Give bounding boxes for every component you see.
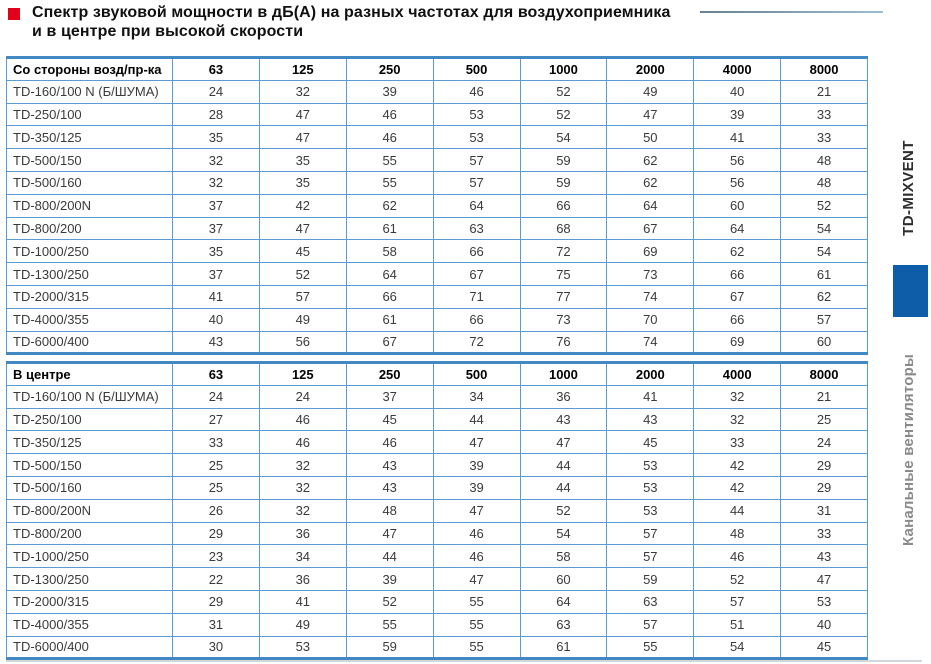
- value-cell: 41: [607, 385, 694, 408]
- table-row: [7, 613, 868, 636]
- value-cell: 37: [346, 385, 433, 408]
- frequency-column-header: 500: [433, 363, 520, 386]
- frequency-column-header: 63: [173, 58, 260, 81]
- value-cell: 43: [346, 476, 433, 499]
- table-row: [7, 240, 868, 263]
- value-cell: 66: [520, 194, 607, 217]
- value-cell: 46: [259, 408, 346, 431]
- value-cell: 69: [694, 331, 781, 354]
- table-row: [7, 454, 868, 477]
- value-cell: 61: [781, 263, 868, 286]
- value-cell: 33: [694, 431, 781, 454]
- value-cell: 54: [781, 217, 868, 240]
- value-cell: 33: [781, 126, 868, 149]
- model-name-cell: TD-800/200: [7, 522, 173, 545]
- frequency-column-header: 250: [346, 58, 433, 81]
- value-cell: 32: [259, 454, 346, 477]
- value-cell: 44: [520, 454, 607, 477]
- model-name-cell: TD-250/100: [7, 408, 173, 431]
- value-cell: 46: [694, 545, 781, 568]
- value-cell: 62: [781, 285, 868, 308]
- value-cell: 40: [173, 308, 260, 331]
- value-cell: 53: [433, 103, 520, 126]
- value-cell: 71: [433, 285, 520, 308]
- value-cell: 62: [607, 171, 694, 194]
- value-cell: 25: [781, 408, 868, 431]
- value-cell: 72: [520, 240, 607, 263]
- value-cell: 31: [781, 499, 868, 522]
- value-cell: 32: [173, 149, 260, 172]
- model-name-cell: TD-250/100: [7, 103, 173, 126]
- value-cell: 32: [694, 385, 781, 408]
- value-cell: 58: [520, 545, 607, 568]
- value-cell: 53: [433, 126, 520, 149]
- model-name-cell: TD-6000/400: [7, 331, 173, 354]
- model-name-cell: TD-350/125: [7, 126, 173, 149]
- model-name-cell: TD-1000/250: [7, 240, 173, 263]
- value-cell: 46: [433, 522, 520, 545]
- model-name-cell: TD-500/150: [7, 454, 173, 477]
- value-cell: 67: [694, 285, 781, 308]
- value-cell: 66: [346, 285, 433, 308]
- value-cell: 55: [346, 613, 433, 636]
- value-cell: 54: [520, 126, 607, 149]
- value-cell: 59: [520, 149, 607, 172]
- value-cell: 66: [694, 308, 781, 331]
- value-cell: 48: [346, 499, 433, 522]
- value-cell: 57: [433, 171, 520, 194]
- value-cell: 52: [781, 194, 868, 217]
- value-cell: 57: [607, 613, 694, 636]
- value-cell: 52: [346, 590, 433, 613]
- value-cell: 76: [520, 331, 607, 354]
- table-row: [7, 285, 868, 308]
- value-cell: 53: [781, 590, 868, 613]
- value-cell: 57: [694, 590, 781, 613]
- value-cell: 60: [520, 568, 607, 591]
- value-cell: 66: [694, 263, 781, 286]
- table-row: [7, 499, 868, 522]
- value-cell: 45: [607, 431, 694, 454]
- value-cell: 64: [433, 194, 520, 217]
- value-cell: 53: [259, 636, 346, 659]
- value-cell: 21: [781, 385, 868, 408]
- value-cell: 59: [607, 568, 694, 591]
- frequency-column-header: 63: [173, 363, 260, 386]
- model-name-cell: TD-4000/355: [7, 613, 173, 636]
- value-cell: 53: [607, 499, 694, 522]
- value-cell: 54: [520, 522, 607, 545]
- model-name-cell: TD-800/200N: [7, 194, 173, 217]
- model-name-cell: TD-500/150: [7, 149, 173, 172]
- value-cell: 54: [781, 240, 868, 263]
- value-cell: 74: [607, 331, 694, 354]
- value-cell: 37: [173, 194, 260, 217]
- value-cell: 23: [173, 545, 260, 568]
- value-cell: 43: [607, 408, 694, 431]
- value-cell: 40: [694, 80, 781, 103]
- value-cell: 41: [259, 590, 346, 613]
- value-cell: 56: [694, 149, 781, 172]
- frequency-column-header: 8000: [781, 363, 868, 386]
- section-title-line-1: Спектр звуковой мощности в дБ(А) на разных частотах для воздухоприемника: [32, 4, 671, 21]
- value-cell: 52: [520, 499, 607, 522]
- value-cell: 63: [433, 217, 520, 240]
- value-cell: 52: [694, 568, 781, 591]
- value-cell: 46: [433, 545, 520, 568]
- value-cell: 56: [259, 331, 346, 354]
- value-cell: 47: [259, 217, 346, 240]
- value-cell: 44: [520, 476, 607, 499]
- table-row: [7, 545, 868, 568]
- value-cell: 67: [607, 217, 694, 240]
- value-cell: 37: [173, 217, 260, 240]
- value-cell: 49: [259, 308, 346, 331]
- value-cell: 66: [433, 240, 520, 263]
- value-cell: 39: [346, 80, 433, 103]
- value-cell: 34: [433, 385, 520, 408]
- value-cell: 64: [346, 263, 433, 286]
- value-cell: 41: [694, 126, 781, 149]
- value-cell: 57: [607, 545, 694, 568]
- value-cell: 36: [259, 568, 346, 591]
- value-cell: 48: [694, 522, 781, 545]
- value-cell: 52: [520, 80, 607, 103]
- value-cell: 45: [259, 240, 346, 263]
- value-cell: 47: [433, 431, 520, 454]
- table-row: [7, 590, 868, 613]
- red-square-bullet-icon: [8, 8, 20, 20]
- value-cell: 32: [259, 476, 346, 499]
- value-cell: 49: [607, 80, 694, 103]
- value-cell: 60: [694, 194, 781, 217]
- value-cell: 43: [173, 331, 260, 354]
- value-cell: 36: [259, 522, 346, 545]
- sidebar-blue-square-marker: [893, 265, 928, 317]
- value-cell: 67: [346, 331, 433, 354]
- model-name-cell: TD-500/160: [7, 476, 173, 499]
- frequency-column-header: 4000: [694, 58, 781, 81]
- value-cell: 43: [346, 454, 433, 477]
- value-cell: 67: [433, 263, 520, 286]
- table-row: [7, 103, 868, 126]
- model-name-cell: TD-2000/315: [7, 285, 173, 308]
- value-cell: 64: [694, 217, 781, 240]
- row-label-column-header: Со стороны возд/пр-ка: [7, 58, 173, 81]
- value-cell: 43: [520, 408, 607, 431]
- value-cell: 21: [781, 80, 868, 103]
- model-name-cell: TD-350/125: [7, 431, 173, 454]
- value-cell: 29: [173, 590, 260, 613]
- value-cell: 47: [259, 126, 346, 149]
- value-cell: 77: [520, 285, 607, 308]
- value-cell: 61: [346, 217, 433, 240]
- frequency-column-header: 125: [259, 363, 346, 386]
- value-cell: 74: [607, 285, 694, 308]
- value-cell: 39: [346, 568, 433, 591]
- value-cell: 62: [694, 240, 781, 263]
- value-cell: 52: [259, 263, 346, 286]
- value-cell: 64: [520, 590, 607, 613]
- value-cell: 29: [781, 476, 868, 499]
- value-cell: 47: [607, 103, 694, 126]
- value-cell: 45: [346, 408, 433, 431]
- table-header-row: [7, 58, 868, 81]
- value-cell: 50: [607, 126, 694, 149]
- table-row: [7, 80, 868, 103]
- frequency-column-header: 1000: [520, 363, 607, 386]
- value-cell: 44: [694, 499, 781, 522]
- value-cell: 55: [433, 613, 520, 636]
- value-cell: 24: [173, 385, 260, 408]
- table-row: [7, 522, 868, 545]
- model-name-cell: TD-800/200: [7, 217, 173, 240]
- value-cell: 72: [433, 331, 520, 354]
- table-row: [7, 431, 868, 454]
- value-cell: 34: [259, 545, 346, 568]
- value-cell: 22: [173, 568, 260, 591]
- table-row: [7, 636, 868, 659]
- table-row: [7, 476, 868, 499]
- value-cell: 53: [607, 454, 694, 477]
- table-row: [7, 308, 868, 331]
- frequency-column-header: 2000: [607, 363, 694, 386]
- value-cell: 42: [694, 476, 781, 499]
- value-cell: 55: [346, 149, 433, 172]
- value-cell: 40: [781, 613, 868, 636]
- table-row: [7, 217, 868, 240]
- value-cell: 61: [520, 636, 607, 659]
- model-name-cell: TD-1000/250: [7, 545, 173, 568]
- value-cell: 30: [173, 636, 260, 659]
- value-cell: 37: [173, 263, 260, 286]
- value-cell: 55: [607, 636, 694, 659]
- frequency-column-header: 2000: [607, 58, 694, 81]
- value-cell: 29: [173, 522, 260, 545]
- value-cell: 62: [346, 194, 433, 217]
- value-cell: 41: [173, 285, 260, 308]
- table-row: [7, 126, 868, 149]
- value-cell: 75: [520, 263, 607, 286]
- value-cell: 57: [259, 285, 346, 308]
- value-cell: 27: [173, 408, 260, 431]
- table-row: [7, 149, 868, 172]
- value-cell: 47: [520, 431, 607, 454]
- title-rule-line: [700, 11, 883, 13]
- value-cell: 55: [346, 171, 433, 194]
- value-cell: 47: [346, 522, 433, 545]
- value-cell: 60: [781, 331, 868, 354]
- value-cell: 31: [173, 613, 260, 636]
- value-cell: 55: [433, 590, 520, 613]
- table-row: [7, 194, 868, 217]
- sidebar-series-label: TD-MIXVENT: [900, 140, 917, 236]
- table-row: [7, 568, 868, 591]
- value-cell: 32: [259, 499, 346, 522]
- model-name-cell: TD-800/200N: [7, 499, 173, 522]
- value-cell: 33: [781, 103, 868, 126]
- model-name-cell: TD-2000/315: [7, 590, 173, 613]
- value-cell: 59: [520, 171, 607, 194]
- value-cell: 57: [781, 308, 868, 331]
- model-name-cell: TD-6000/400: [7, 636, 173, 659]
- value-cell: 46: [346, 103, 433, 126]
- table-row: [7, 263, 868, 286]
- value-cell: 24: [173, 80, 260, 103]
- value-cell: 35: [173, 240, 260, 263]
- value-cell: 42: [259, 194, 346, 217]
- model-name-cell: TD-160/100 N (Б/ШУМА): [7, 80, 173, 103]
- model-name-cell: TD-500/160: [7, 171, 173, 194]
- value-cell: 44: [433, 408, 520, 431]
- table-row: [7, 408, 868, 431]
- value-cell: 73: [520, 308, 607, 331]
- value-cell: 44: [346, 545, 433, 568]
- model-name-cell: TD-1300/250: [7, 568, 173, 591]
- model-name-cell: TD-160/100 N (Б/ШУМА): [7, 385, 173, 408]
- value-cell: 73: [607, 263, 694, 286]
- model-name-cell: TD-4000/355: [7, 308, 173, 331]
- value-cell: 57: [607, 522, 694, 545]
- value-cell: 62: [607, 149, 694, 172]
- section-title: [32, 3, 670, 41]
- value-cell: 46: [433, 80, 520, 103]
- value-cell: 68: [520, 217, 607, 240]
- frequency-column-header: 125: [259, 58, 346, 81]
- sound-power-table-center: [6, 361, 868, 660]
- value-cell: 56: [694, 171, 781, 194]
- row-label-column-header: В центре: [7, 363, 173, 386]
- value-cell: 29: [781, 454, 868, 477]
- table-row: [7, 331, 868, 354]
- value-cell: 47: [781, 568, 868, 591]
- value-cell: 39: [433, 454, 520, 477]
- value-cell: 59: [346, 636, 433, 659]
- frequency-column-header: 500: [433, 58, 520, 81]
- value-cell: 43: [781, 545, 868, 568]
- value-cell: 55: [433, 636, 520, 659]
- value-cell: 32: [694, 408, 781, 431]
- model-name-cell: TD-1300/250: [7, 263, 173, 286]
- value-cell: 24: [781, 431, 868, 454]
- value-cell: 57: [433, 149, 520, 172]
- value-cell: 47: [433, 499, 520, 522]
- value-cell: 54: [694, 636, 781, 659]
- value-cell: 36: [520, 385, 607, 408]
- value-cell: 70: [607, 308, 694, 331]
- sidebar-category-label: Канальные вентиляторы: [900, 354, 917, 546]
- value-cell: 69: [607, 240, 694, 263]
- value-cell: 35: [173, 126, 260, 149]
- table-row: [7, 171, 868, 194]
- value-cell: 51: [694, 613, 781, 636]
- frequency-column-header: 1000: [520, 58, 607, 81]
- value-cell: 63: [520, 613, 607, 636]
- value-cell: 25: [173, 476, 260, 499]
- value-cell: 58: [346, 240, 433, 263]
- value-cell: 47: [259, 103, 346, 126]
- value-cell: 28: [173, 103, 260, 126]
- value-cell: 46: [346, 431, 433, 454]
- value-cell: 33: [173, 431, 260, 454]
- value-cell: 49: [259, 613, 346, 636]
- frequency-column-header: 250: [346, 363, 433, 386]
- frequency-column-header: 8000: [781, 58, 868, 81]
- value-cell: 46: [259, 431, 346, 454]
- value-cell: 39: [694, 103, 781, 126]
- frequency-column-header: 4000: [694, 363, 781, 386]
- value-cell: 47: [433, 568, 520, 591]
- value-cell: 52: [520, 103, 607, 126]
- value-cell: 32: [259, 80, 346, 103]
- value-cell: 53: [607, 476, 694, 499]
- section-title-line-2: и в центре при высокой скорости: [32, 23, 304, 40]
- page-bottom-rule: [6, 660, 922, 662]
- value-cell: 26: [173, 499, 260, 522]
- value-cell: 39: [433, 476, 520, 499]
- value-cell: 42: [694, 454, 781, 477]
- value-cell: 35: [259, 149, 346, 172]
- table-header-row: [7, 363, 868, 386]
- value-cell: 66: [433, 308, 520, 331]
- sound-power-table-inlet: [6, 56, 868, 355]
- value-cell: 61: [346, 308, 433, 331]
- table-row: [7, 385, 868, 408]
- value-cell: 48: [781, 171, 868, 194]
- value-cell: 46: [346, 126, 433, 149]
- value-cell: 63: [607, 590, 694, 613]
- value-cell: 48: [781, 149, 868, 172]
- value-cell: 64: [607, 194, 694, 217]
- value-cell: 45: [781, 636, 868, 659]
- value-cell: 24: [259, 385, 346, 408]
- value-cell: 33: [781, 522, 868, 545]
- value-cell: 32: [173, 171, 260, 194]
- value-cell: 35: [259, 171, 346, 194]
- value-cell: 25: [173, 454, 260, 477]
